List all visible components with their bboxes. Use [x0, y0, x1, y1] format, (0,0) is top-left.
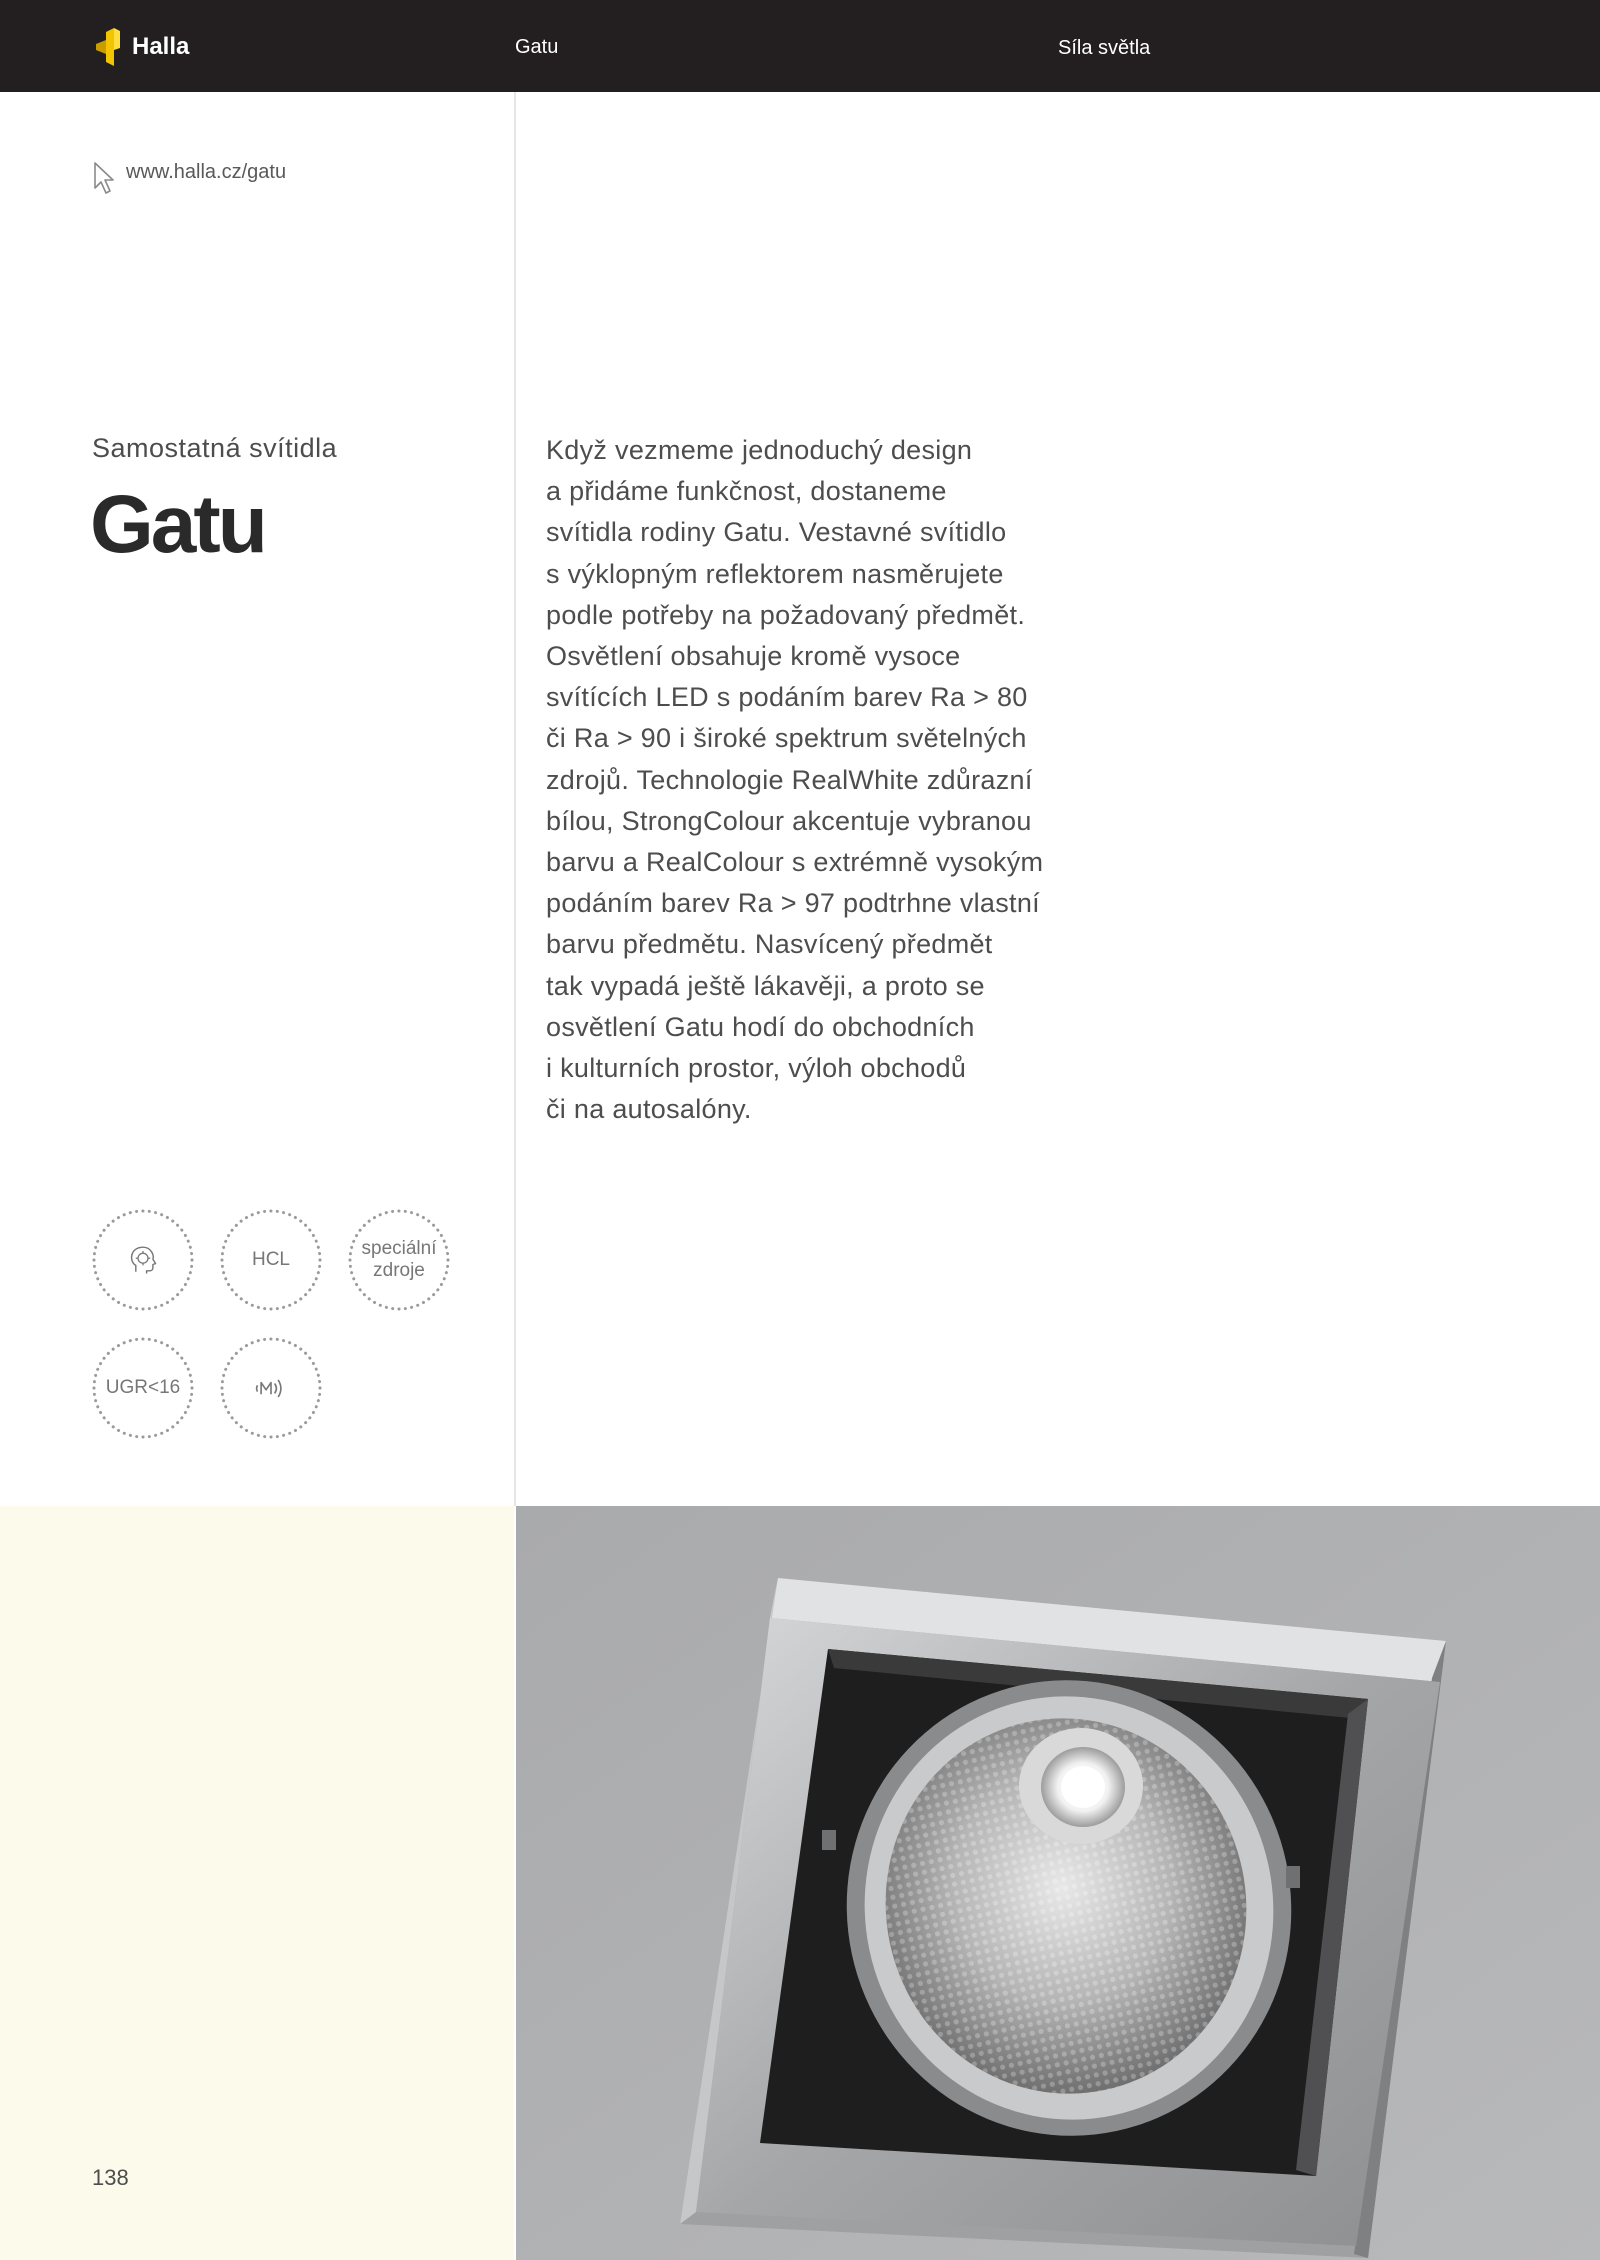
- top-bar: [0, 0, 1600, 92]
- badge-label: HCL: [251, 1249, 290, 1270]
- description-line: tak vypadá ještě lákavěji, a proto se: [546, 970, 985, 1001]
- description-line: Když vezmeme jednoduchý design: [546, 435, 973, 465]
- description-line: či na autosalóny.: [546, 1094, 752, 1125]
- badge-human-centric: [91, 1208, 195, 1312]
- logo-text: Halla: [132, 33, 190, 60]
- description-line: či Ra > 90 i široké spektrum světelných: [546, 723, 1027, 754]
- recessed-downlight-image: [516, 1506, 1600, 2260]
- motion-sensor-icon: [253, 1374, 289, 1402]
- product-link[interactable]: [92, 160, 286, 196]
- description-line: Osvětlení obsahuje kromě vysoce: [546, 641, 961, 672]
- cursor-arrow-icon: [92, 160, 116, 196]
- badge-label: speciální zdroje: [361, 1238, 437, 1281]
- header-section-product: Gatu: [515, 36, 559, 58]
- product-description: [546, 430, 1126, 1130]
- description-line: podle potřeby na požadovaný předmět.: [546, 599, 1026, 630]
- badge-label: UGR<16: [105, 1377, 181, 1398]
- product-photo: [516, 1506, 1600, 2260]
- description-line: s výklopným reflektorem nasměrujete: [546, 558, 1004, 589]
- description-line: bílou, StrongColour akcentuje vybranou: [546, 805, 1032, 836]
- description-line: svítidla rodiny Gatu. Vestavné svítidlo: [546, 517, 1007, 548]
- product-category: Samostatná svítidla: [92, 433, 338, 463]
- badge-motion-sensor: [219, 1336, 323, 1440]
- description-line: barvu a RealColour s extrémně vysokým: [546, 847, 1044, 878]
- description-line: a přidáme funkčnost, dostaneme: [546, 476, 947, 507]
- page-number: 138: [92, 2165, 129, 2190]
- header-section-chapter: Síla světla: [1058, 37, 1151, 59]
- badge-ugr: [91, 1336, 195, 1440]
- halla-logo-icon: [92, 26, 128, 68]
- description-line: svítících LED s podáním barev Ra > 80: [546, 682, 1028, 713]
- cream-panel: [0, 1506, 514, 2260]
- product-url[interactable]: www.halla.cz/gatu: [126, 161, 287, 183]
- column-divider: [514, 92, 516, 1506]
- product-title: Gatu: [90, 479, 265, 570]
- badge-hcl: [219, 1208, 323, 1312]
- description-line: zdrojů. Technologie RealWhite zdůrazní: [546, 764, 1033, 795]
- badge-special-sources: [347, 1208, 451, 1312]
- halla-logo[interactable]: [92, 26, 189, 68]
- human-head-icon: [125, 1242, 161, 1278]
- description-line: i kulturních prostor, výloh obchodů: [546, 1053, 967, 1084]
- description-line: barvu předmětu. Nasvícený předmět: [546, 929, 993, 960]
- description-line: podáním barev Ra > 97 podtrhne vlastní: [546, 888, 1040, 919]
- description-line: osvětlení Gatu hodí do obchodních: [546, 1011, 975, 1042]
